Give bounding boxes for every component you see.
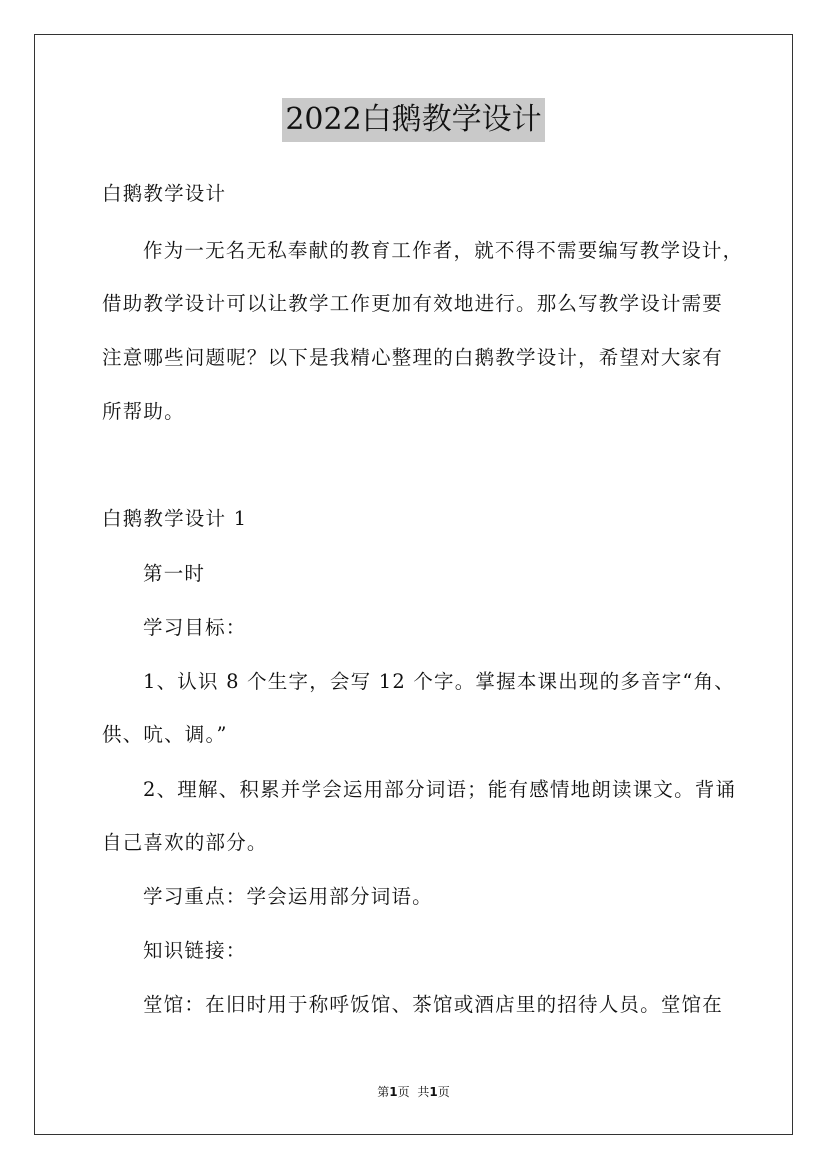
footer-total-prefix: 共	[417, 1085, 430, 1099]
intro-line-3: 注意哪些问题呢？以下是我精心整理的白鹅教学设计，希望对大家有	[102, 346, 724, 369]
footer-total-number: 1	[429, 1085, 438, 1099]
knowledge-line-1: 堂馆：在旧时用于称呼饭馆、茶馆或酒店里的招待人员。堂馆在	[143, 993, 723, 1016]
objective-1-line-1: 1、认识 8 个生字，会写 12 个字。掌握本课出现的多音字“角、	[143, 670, 735, 693]
objective-2-line-2: 自己喜欢的部分。	[102, 831, 268, 854]
footer-total-suffix: 页	[437, 1085, 450, 1099]
footer-page-suffix: 页	[397, 1085, 410, 1099]
page-footer	[0, 1084, 827, 1100]
objective-1-line-2: 供、吭、调。”	[102, 723, 228, 746]
key-point: 学习重点：学会运用部分词语。	[143, 885, 433, 908]
document-title: 2022白鹅教学设计	[282, 98, 544, 142]
intro-line-2: 借助教学设计可以让教学工作更加有效地进行。那么写教学设计需要	[102, 292, 724, 315]
objective-2-line-1: 2、理解、积累并学会运用部分词语；能有感情地朗读课文。背诵	[143, 778, 737, 801]
title-container	[0, 98, 827, 142]
objectives-label: 学习目标：	[143, 616, 247, 639]
knowledge-label: 知识链接：	[143, 939, 247, 962]
intro-line-1: 作为一无名无私奉献的教育工作者，就不得不需要编写教学设计，	[143, 239, 744, 262]
section-heading: 白鹅教学设计 1	[102, 507, 248, 530]
footer-page-prefix: 第	[377, 1085, 390, 1099]
footer-page-number: 1	[389, 1085, 398, 1099]
period-label: 第一时	[143, 562, 206, 585]
intro-line-4: 所帮助。	[102, 400, 185, 423]
document-subtitle: 白鹅教学设计	[102, 182, 227, 205]
